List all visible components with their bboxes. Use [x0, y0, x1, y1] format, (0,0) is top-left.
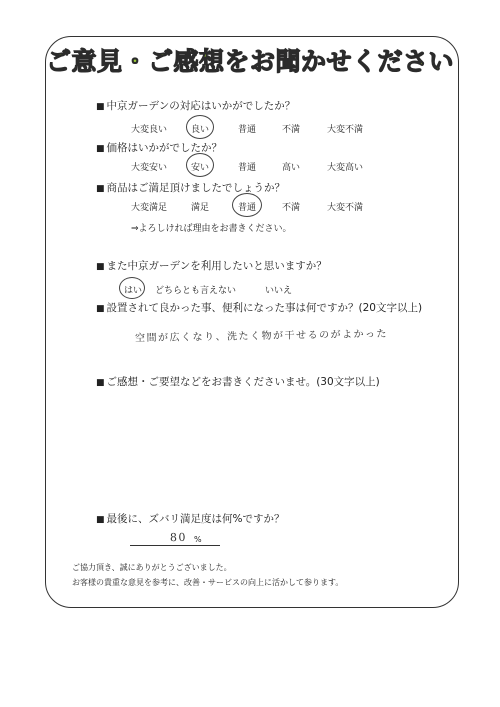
- footer-thanks: ご協力頂き、誠にありがとうございました。: [72, 563, 232, 572]
- option-dissatisfied[interactable]: 不満: [282, 203, 301, 213]
- option-cheap[interactable]: 安い: [191, 163, 210, 173]
- option-neither[interactable]: どちらとも言えない: [155, 286, 237, 296]
- reason-prompt: ⇒よろしければ理由をお書きください。: [131, 224, 292, 234]
- option-very-dissatisfied[interactable]: 大変不満: [327, 125, 364, 135]
- option-dissatisfied[interactable]: 不満: [282, 125, 301, 135]
- option-very-expensive[interactable]: 大変高い: [327, 163, 364, 173]
- question-price-label: ■ 価格はいかがでしたか？: [96, 140, 222, 155]
- option-satisfied[interactable]: 満足: [191, 203, 210, 213]
- satisfaction-unit: %: [194, 535, 202, 544]
- question-good-points-label: ■ 設置されて良かった事、便利になった事は何ですか？(20文字以上): [96, 300, 422, 315]
- option-normal[interactable]: 普通: [238, 125, 257, 135]
- option-no[interactable]: いいえ: [265, 286, 293, 296]
- handwritten-answer: 空間が広くなり、洗たく物が干せるのがよかった: [134, 328, 389, 345]
- option-very-satisfied[interactable]: 大変満足: [131, 203, 168, 213]
- footer-note: お客様の貴重な意見を参考に、改善・サービスの向上に活かして参ります。: [72, 578, 344, 587]
- option-yes[interactable]: はい: [124, 286, 143, 296]
- selected-circle-mark: [186, 153, 214, 177]
- option-good[interactable]: 良い: [191, 125, 210, 135]
- satisfaction-underline: [130, 545, 220, 546]
- question-reuse-label: ■ また中京ガーデンを利用したいと思いますか？: [96, 258, 327, 273]
- option-expensive[interactable]: 高い: [282, 163, 301, 173]
- option-very-cheap[interactable]: 大変安い: [131, 163, 168, 173]
- question-satisfaction-label: ■ 最後に、ズバリ満足度は何%ですか？: [96, 511, 285, 526]
- selected-circle-mark: [232, 193, 262, 217]
- option-very-good[interactable]: 大変良い: [131, 125, 168, 135]
- option-very-dissatisfied[interactable]: 大変不満: [327, 203, 364, 213]
- selected-circle-mark: [119, 277, 145, 299]
- option-normal[interactable]: 普通: [238, 163, 257, 173]
- question-comments-label: ■ ご感想・ご要望などをお書きくださいませ。(30文字以上): [96, 374, 380, 389]
- question-service-label: ■ 中京ガーデンの対応はいかがでしたか？: [96, 98, 295, 113]
- satisfaction-value: 80: [169, 530, 188, 545]
- survey-title: ご意見・ご感想をお聞かせください: [45, 47, 454, 76]
- option-normal[interactable]: 普通: [238, 203, 257, 213]
- selected-circle-mark: [186, 115, 214, 139]
- question-product-label: ■ 商品はご満足頂けましたでしょうか？: [96, 180, 285, 195]
